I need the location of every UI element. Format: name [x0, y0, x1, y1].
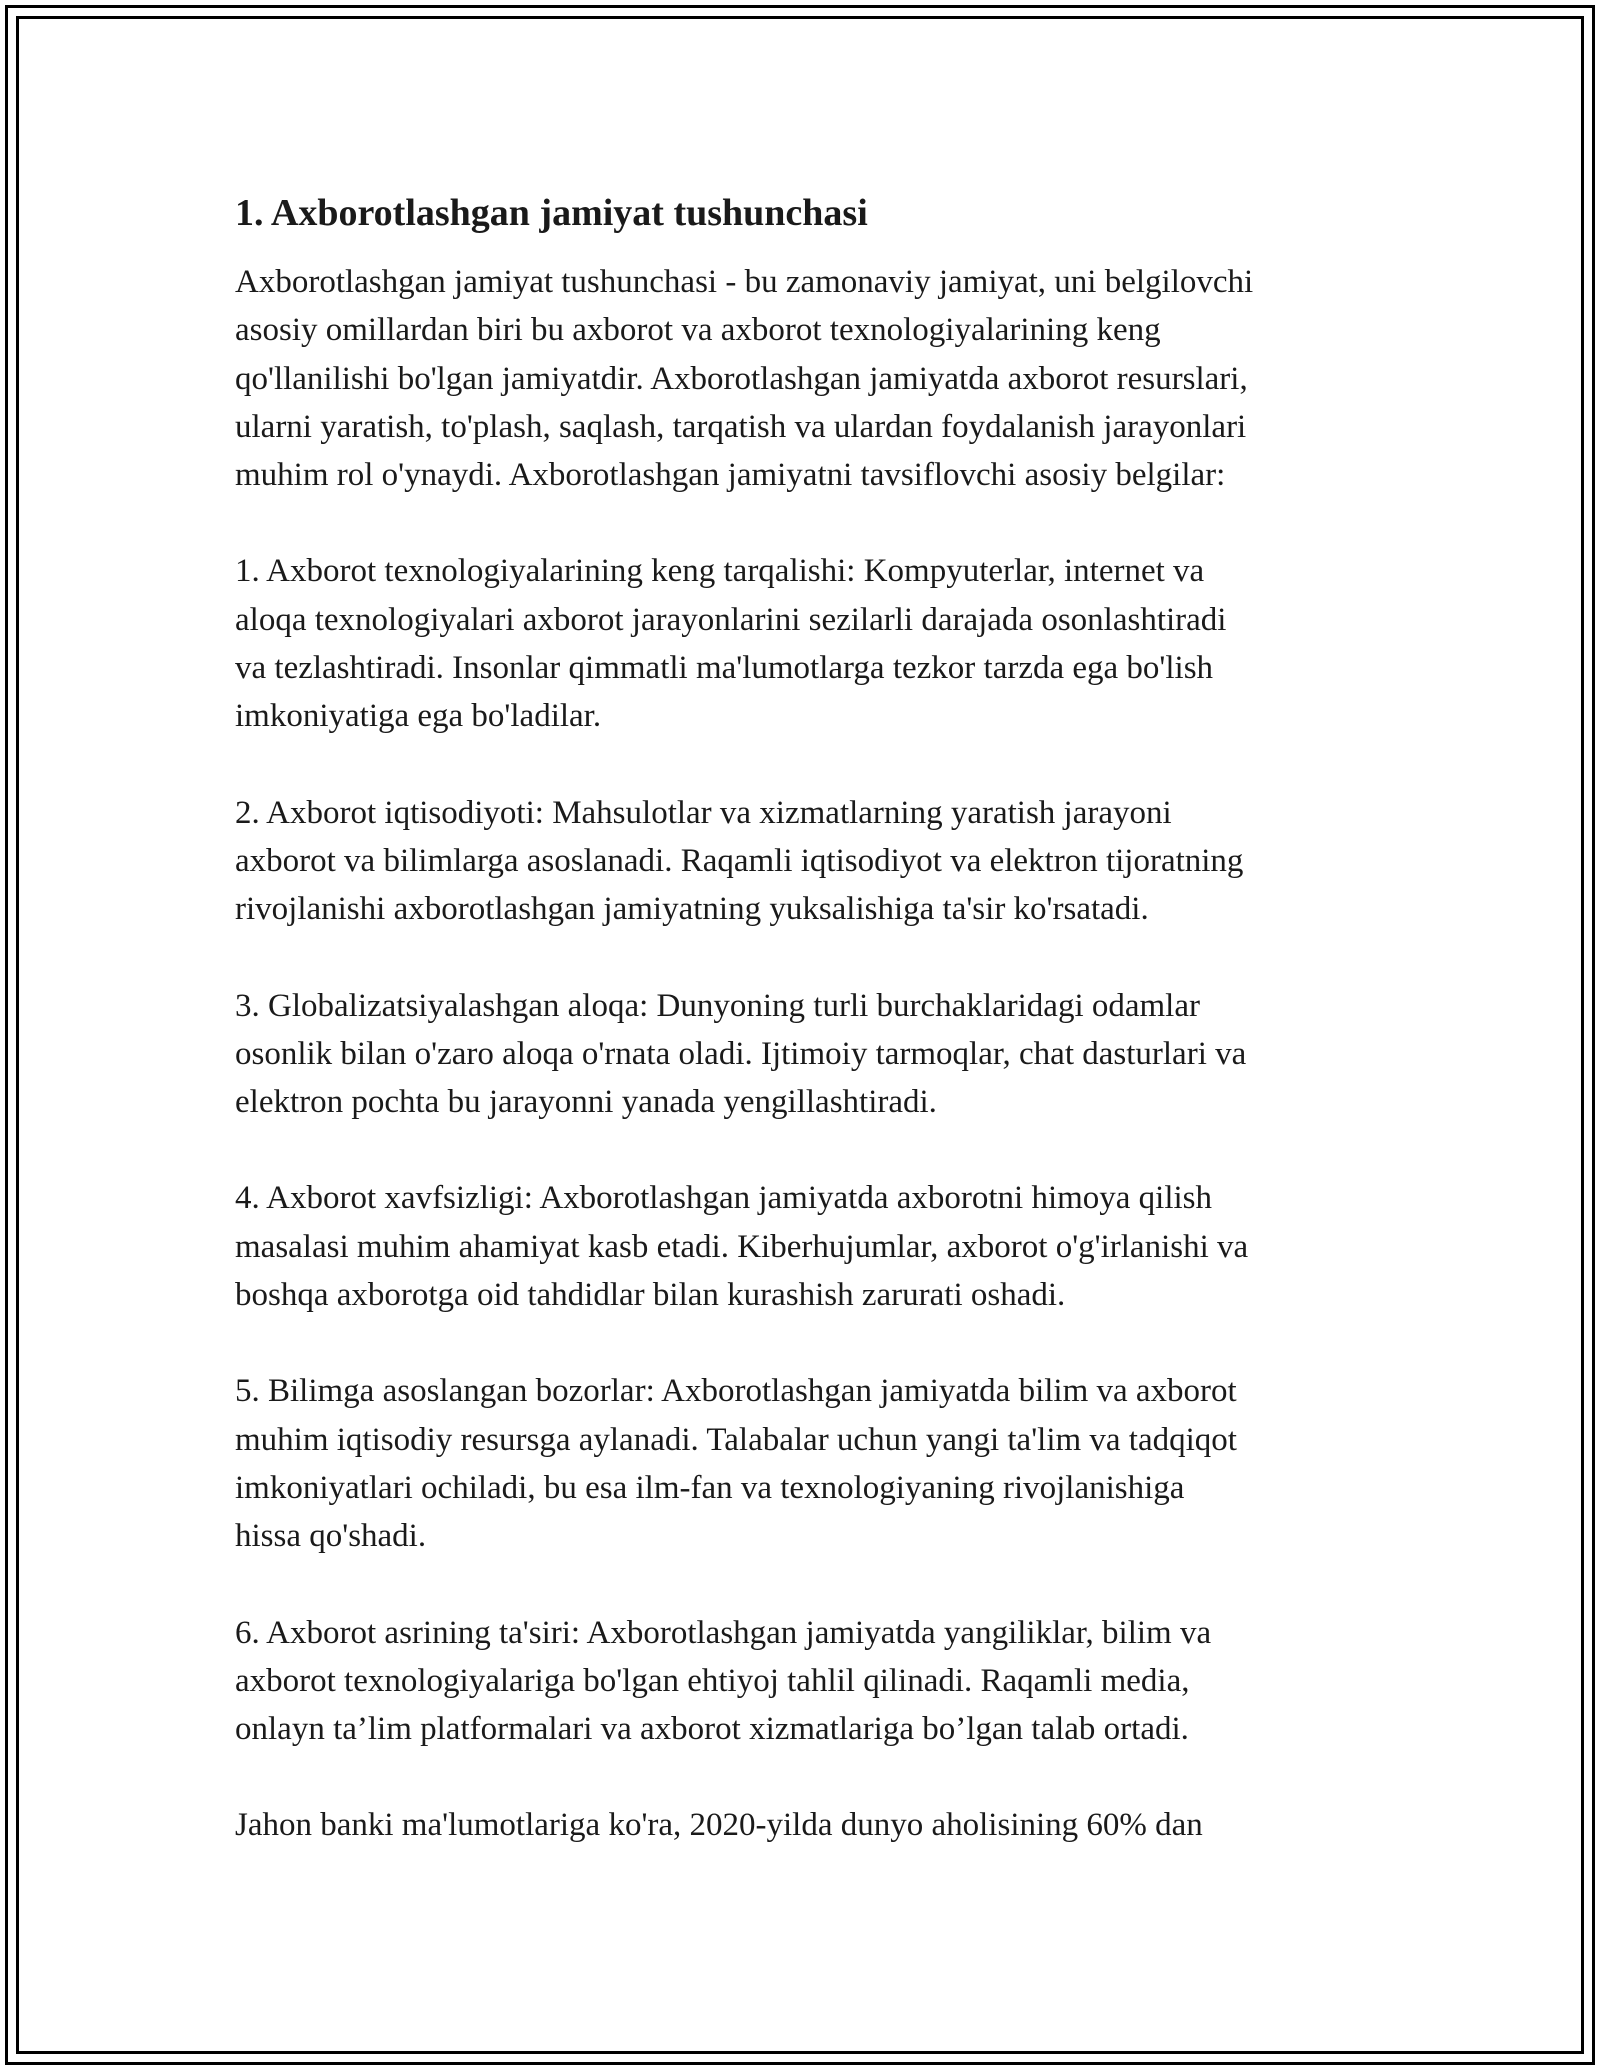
text-line: qo'llanilishi bo'lgan jamiyatdir. Axborotlashgan jamiyatda axborot resurslari,	[235, 360, 1248, 397]
paragraph	[235, 1174, 1385, 1319]
paragraph	[235, 982, 1385, 1127]
paragraph	[235, 789, 1385, 934]
text-line: muhim iqtisodiy resursga aylanadi. Talabalar uchun yangi ta'lim va tadqiqot	[235, 1421, 1237, 1458]
text-line: 4. Axborot xavfsizligi: Axborotlashgan jamiyatda axborotni himoya qilish	[235, 1180, 1213, 1217]
text-line: imkoniyatiga ega bo'ladilar.	[235, 698, 602, 735]
paragraph	[235, 547, 1385, 740]
text-line: 1. Axborot texnologiyalarining keng tarqalishi: Kompyuterlar, internet va	[235, 553, 1205, 590]
text-line: Axborotlashgan jamiyat tushunchasi - bu zamonaviy jamiyat, uni belgilovchi	[235, 264, 1254, 300]
text-line: muhim rol o'ynaydi. Axborotlashgan jamiyatni tavsiflovchi asosiy belgilar:	[235, 457, 1226, 494]
paragraph	[235, 1367, 1385, 1560]
paragraph	[235, 1609, 1385, 1754]
document-title: 1. Axborotlashgan jamiyat tushunchasi	[235, 192, 868, 234]
text-line: elektron pochta bu jarayonni yanada yengillashtiradi.	[235, 1084, 937, 1121]
text-line: ularni yaratish, to'plash, saqlash, tarqatish va ulardan foydalanish jarayonlari	[235, 408, 1247, 445]
text-line: 6. Axborot asrining ta'siri: Axborotlashgan jamiyatda yangiliklar, bilim va	[235, 1614, 1212, 1651]
text-line: axborot texnologiyalariga bo'lgan ehtiyoj tahlil qilinadi. Raqamli media,	[235, 1662, 1190, 1699]
text-line: boshqa axborotga oid tahdidlar bilan kurashish zarurati oshadi.	[235, 1277, 1066, 1314]
text-line: 5. Bilimga asoslangan bozorlar: Axborotlashgan jamiyatda bilim va axborot	[235, 1373, 1237, 1410]
text-line: 2. Axborot iqtisodiyoti: Mahsulotlar va xizmatlarning yaratish jarayoni	[235, 794, 1172, 831]
text-line: imkoniyatlari ochiladi, bu esa ilm-fan va texnologiyaning rivojlanishiga	[235, 1469, 1185, 1506]
text-line: Jahon banki ma'lumotlariga ko'ra, 2020-yilda dunyo aholisining 60% dan	[235, 1807, 1203, 1844]
text-line: rivojlanishi axborotlashgan jamiyatning yuksalishiga ta'sir ko'rsatadi.	[235, 891, 1149, 928]
text-line: axborot va bilimlarga asoslanadi. Raqamli iqtisodiyot va elektron tijoratning	[235, 842, 1244, 879]
text-line: asosiy omillardan biri bu axborot va axborot texnologiyalarining keng	[235, 312, 1161, 349]
text-line: va tezlashtiradi. Insonlar qimmatli ma'lumotlarga tezkor tarzda ega bo'lish	[235, 650, 1214, 687]
paragraph	[235, 258, 1385, 499]
text-line: 3. Globalizatsiyalashgan aloqa: Dunyoning turli burchaklaridagi odamlar	[235, 987, 1200, 1024]
paragraph	[235, 1801, 1385, 1849]
text-line: hissa qo'shadi.	[235, 1518, 427, 1555]
text-line: osonlik bilan o'zaro aloqa o'rnata oladi. Ijtimoiy tarmoqlar, chat dasturlari va	[235, 1035, 1247, 1072]
text-line: onlayn ta’lim platformalari va axborot xizmatlariga bo’lgan talab ortadi.	[235, 1711, 1189, 1748]
paragraph-list	[235, 258, 1385, 1850]
document-body	[235, 186, 1385, 1898]
text-line: aloqa texnologiyalari axborot jarayonlarini sezilarli darajada osonlashtiradi	[235, 601, 1227, 638]
text-line: masalasi muhim ahamiyat kasb etadi. Kiberhujumlar, axborot o'g'irlanishi va	[235, 1228, 1249, 1265]
